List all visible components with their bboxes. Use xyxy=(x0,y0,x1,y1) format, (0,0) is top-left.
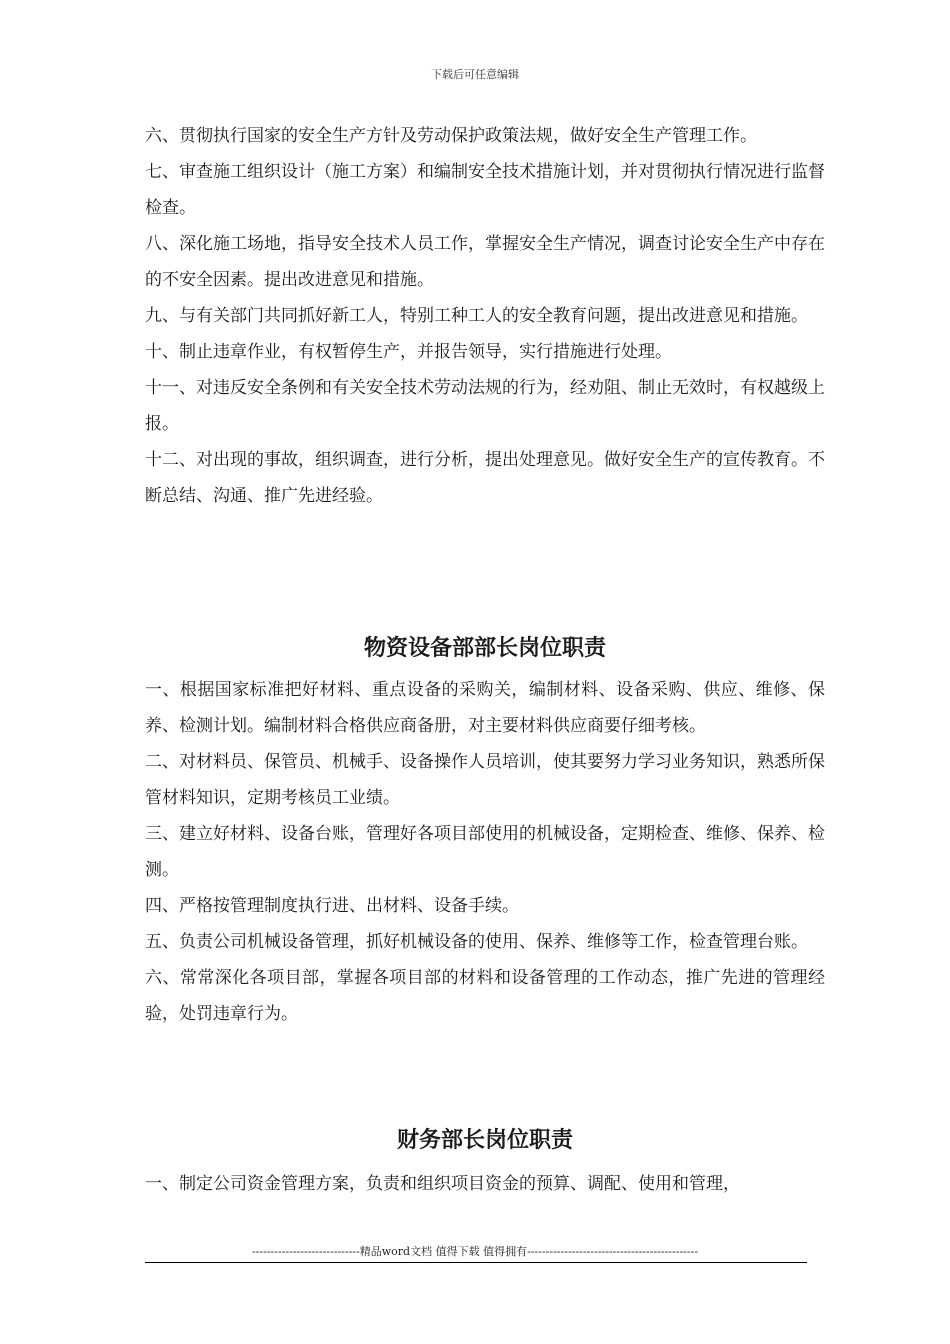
duty-item-10: 十、制止违章作业，有权暂停生产，并报告领导，实行措施进行处理。 xyxy=(145,342,672,362)
duty-item-8: 八、深化施工场地，指导安全技术人员工作，掌握安全生产情况，调查讨论安全生产中存在的不安全因素。提出改进意见和措施。 xyxy=(145,234,825,290)
materials-item-6: 六、常常深化各项目部，掌握各项目部的材料和设备管理的工作动态，推广先进的管理经验，处罚违章行为。 xyxy=(145,968,825,1024)
duty-item-11: 十一、对违反安全条例和有关安全技术劳动法规的行为，经劝阻、制止无效时，有权越级上报。 xyxy=(145,378,825,434)
materials-item-5: 五、负责公司机械设备管理，抓好机械设备的使用、保养、维修等工作，检查管理台账。 xyxy=(145,932,808,952)
materials-item-3: 三、建立好材料、设备台账，管理好各项目部使用的机械设备，定期检查、维修、保养、检测。 xyxy=(145,824,825,880)
finance-item-1: 一、制定公司资金管理方案，负责和组织项目资金的预算、调配、使用和管理， xyxy=(145,1174,740,1194)
duty-item-12: 十二、对出现的事故，组织调查，进行分析，提出处理意见。做好安全生产的宣传教育。不断总结、沟通、推广先进经验。 xyxy=(145,450,825,506)
duty-item-9: 九、与有关部门共同抓好新工人，特别工种工人的安全教育问题，提出改进意见和措施。 xyxy=(145,306,808,326)
section-safety-duties xyxy=(145,118,825,514)
footer-divider xyxy=(145,1262,807,1263)
duty-item-7: 七、审查施工组织设计（施工方案）和编制安全技术措施计划，并对贯彻执行情况进行监督检查。 xyxy=(145,162,825,218)
header-note: 下载后可任意编辑 xyxy=(431,68,519,81)
section-materials-equipment xyxy=(145,628,825,1032)
materials-item-2: 二、对材料员、保管员、机械手、设备操作人员培训，使其要努力学习业务知识，熟悉所保管材料知识，定期考核员工业绩。 xyxy=(145,752,825,808)
section-title-materials-equipment: 物资设备部部长岗位职责 xyxy=(363,635,606,661)
section-title-finance: 财务部长岗位职责 xyxy=(396,1127,573,1153)
duty-item-6: 六、贯彻执行国家的安全生产方针及劳动保护政策法规，做好安全生产管理工作。 xyxy=(145,126,757,146)
section-finance xyxy=(145,1120,825,1202)
materials-item-1: 一、根据国家标准把好材料、重点设备的采购关，编制材料、设备采购、供应、维修、保养、检测计划。编制材料合格供应商备册，对主要材料供应商要仔细考核。 xyxy=(145,680,825,736)
footer-note: -----------------------------精品word文档 值得下载 值得拥有---------------------------------------------- xyxy=(251,1245,699,1258)
materials-item-4: 四、严格按管理制度执行进、出材料、设备手续。 xyxy=(145,896,519,916)
